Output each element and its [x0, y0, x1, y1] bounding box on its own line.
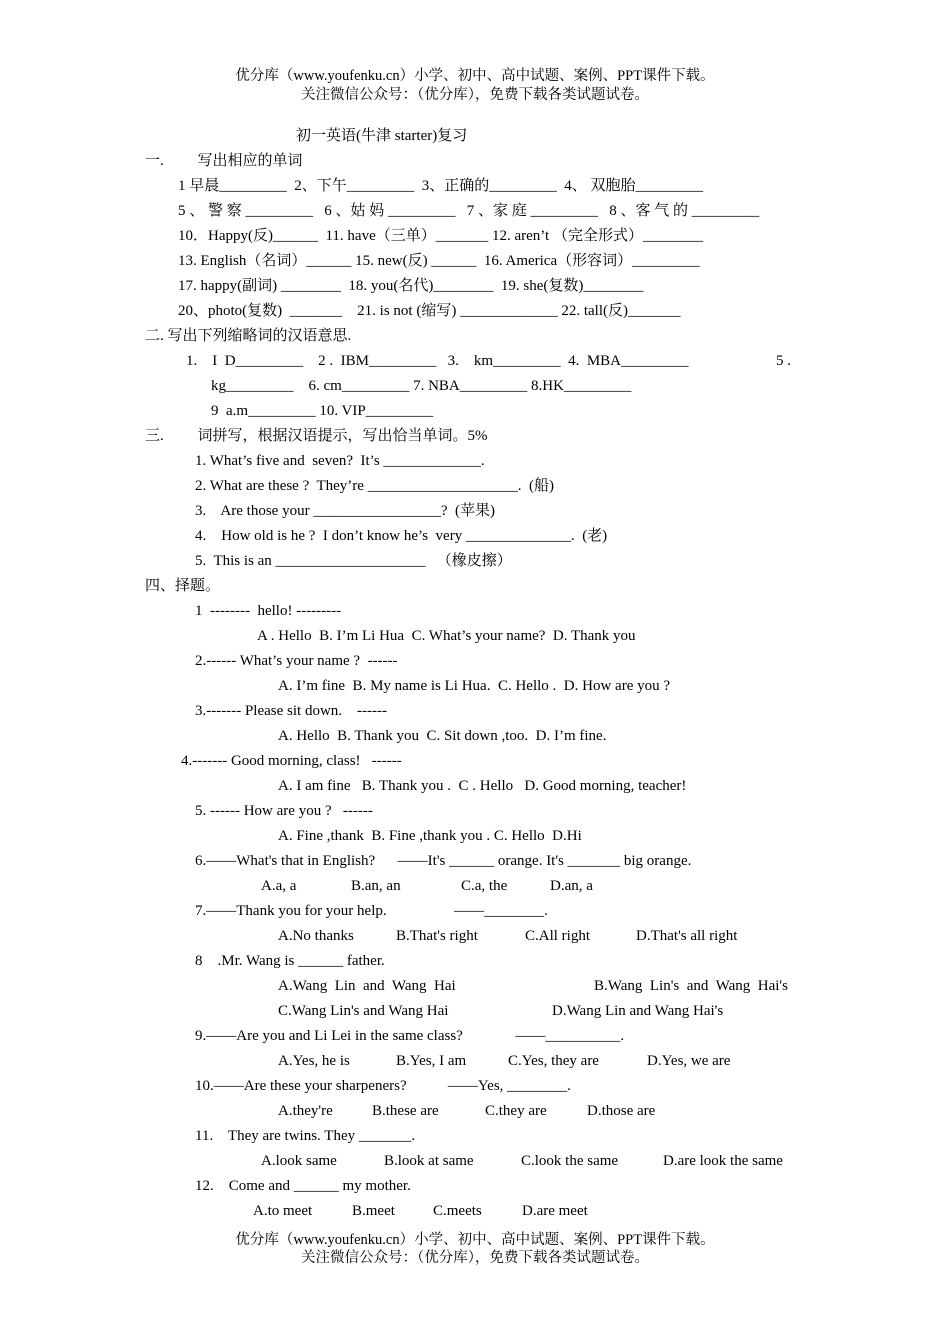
- question-12: 12. Come and ______ my mother.: [195, 1178, 411, 1194]
- question-5: 5. ------ How are you ? ------: [195, 803, 373, 819]
- question-2-options: A. I’m fine B. My name is Li Hua. C. Hello . D. How are you ?: [278, 678, 671, 694]
- section-1-line: 1 早晨_________ 2、下午_________ 3、正确的_________ 4、 双胞胎_________: [178, 178, 704, 194]
- section-3-heading: 三. 词拼写，根据汉语提示，写出恰当单词。5%: [145, 428, 488, 444]
- question-6-option-c: C.a, the: [461, 878, 508, 894]
- question-6-option-b: B.an, an: [351, 878, 401, 894]
- footer-line-2: 关注微信公众号：（优分库），免费下载各类试题试卷。: [301, 1250, 649, 1266]
- question-11-option-a: A.look same: [261, 1153, 337, 1169]
- question-8-option-a: A.Wang Lin and Wang Hai: [278, 978, 456, 994]
- question-8-option-d: D.Wang Lin and Wang Hai's: [552, 1003, 724, 1019]
- question-10-option-d: D.those are: [587, 1103, 656, 1119]
- question-7-option-d: D.That's all right: [636, 928, 738, 944]
- question-10-option-b: B.these are: [372, 1103, 439, 1119]
- question-11-option-b: B.look at same: [384, 1153, 474, 1169]
- section-1-line: 10．Happy(反)______ 11. have（三单）_______ 12. aren’t （完全形式）________: [178, 228, 703, 244]
- section-2-line: 1. I D_________ 2 . IBM_________ 3. km_________ 4. MBA_________: [186, 353, 689, 369]
- question-11: 11. They are twins. They _______.: [195, 1128, 416, 1144]
- section-2-line: 9 a.m_________ 10. VIP_________: [211, 403, 434, 419]
- question-3: 3.------- Please sit down. ------: [195, 703, 388, 719]
- question-6-option-d: D.an, a: [550, 878, 593, 894]
- question-7-option-b: B.That's right: [396, 928, 478, 944]
- question-8-option-b: B.Wang Lin's and Wang Hai's: [594, 978, 788, 994]
- section-2-heading: 二. 写出下列缩略词的汉语意思.: [145, 328, 352, 344]
- question-4: 4.------- Good morning, class! ------: [181, 753, 402, 769]
- footer-line-1: 优分库（www.youfenku.cn）小学、初中、高中试题、案例、PPT课件下载。: [235, 1232, 715, 1248]
- question-12-option-b: B.meet: [352, 1203, 395, 1219]
- section-1-heading: 一. 写出相应的单词: [145, 153, 303, 169]
- question-9-option-d: D.Yes, we are: [647, 1053, 731, 1069]
- question-1-options: A . Hello B. I’m Li Hua C. What’s your name? D. Thank you: [257, 628, 636, 644]
- section-3-question: 1. What’s five and seven? It’s _____________.: [195, 453, 485, 469]
- question-9-option-a: A.Yes, he is: [278, 1053, 350, 1069]
- section-2-line-item5: 5 .: [776, 353, 791, 369]
- question-11-option-d: D.are look the same: [663, 1153, 783, 1169]
- question-8-option-c: C.Wang Lin's and Wang Hai: [278, 1003, 449, 1019]
- question-6: 6.——What's that in English? ——It's ______ orange. It's _______ big orange.: [195, 853, 692, 869]
- question-10-option-a: A.they're: [278, 1103, 333, 1119]
- section-1-line: 20、photo(复数) _______ 21. is not (缩写) _____________ 22. tall(反)_______: [178, 303, 681, 319]
- question-3-options: A. Hello B. Thank you C. Sit down ,too. D. I’m fine.: [278, 728, 607, 744]
- section-1-line: 13. English（名词）______ 15. new(反) ______ 16. America（形容词）_________: [178, 253, 700, 269]
- section-3-question: 4. How old is he ? I don’t know he’s very ______________. (老): [195, 528, 608, 544]
- section-4-heading: 四、择题。: [145, 578, 221, 594]
- section-2-line: kg_________ 6. cm_________ 7. NBA_________ 8.HK_________: [211, 378, 632, 394]
- section-1-line: 17. happy(副词) ________ 18. you(名代)________ 19. she(复数)________: [178, 278, 644, 294]
- section-1-line: 5 、 警 察 _________ 6 、姑 妈 _________ 7 、家 庭 _________ 8 、客 气 的 _________: [178, 203, 760, 219]
- question-12-option-a: A.to meet: [253, 1203, 313, 1219]
- question-10: 10.——Are these your sharpeners? ——Yes, ________.: [195, 1078, 571, 1094]
- question-11-option-c: C.look the same: [521, 1153, 619, 1169]
- question-9-option-c: C.Yes, they are: [508, 1053, 599, 1069]
- question-9: 9.——Are you and Li Lei in the same class? ——__________.: [195, 1028, 625, 1044]
- section-3-question: 3. Are those your _________________? (苹果): [195, 503, 495, 519]
- question-12-option-d: D.are meet: [522, 1203, 588, 1219]
- question-7: 7.——Thank you for your help. ——________.: [195, 903, 548, 919]
- question-7-option-a: A.No thanks: [278, 928, 354, 944]
- page-title: 初一英语(牛津 starter)复习: [296, 128, 468, 144]
- section-3-question: 2. What are these ? They’re ____________________. (船): [195, 478, 554, 494]
- question-9-option-b: B.Yes, I am: [396, 1053, 467, 1069]
- question-12-option-c: C.meets: [433, 1203, 482, 1219]
- header-line-2: 关注微信公众号：（优分库），免费下载各类试题试卷。: [301, 87, 649, 103]
- question-4-options: A. I am fine B. Thank you . C . Hello D. Good morning, teacher!: [278, 778, 687, 794]
- question-8: 8 .Mr. Wang is ______ father.: [195, 953, 385, 969]
- section-3-question: 5. This is an ____________________ （橡皮擦）: [195, 553, 512, 569]
- question-5-options: A. Fine ,thank B. Fine ,thank you . C. Hello D.Hi: [278, 828, 582, 844]
- question-10-option-c: C.they are: [485, 1103, 547, 1119]
- header-line-1: 优分库（www.youfenku.cn）小学、初中、高中试题、案例、PPT课件下载。: [235, 68, 715, 84]
- question-2: 2.------ What’s your name ? ------: [195, 653, 398, 669]
- question-1: 1 -------- hello! ---------: [195, 603, 342, 619]
- question-6-option-a: A.a, a: [261, 878, 297, 894]
- question-7-option-c: C.All right: [525, 928, 591, 944]
